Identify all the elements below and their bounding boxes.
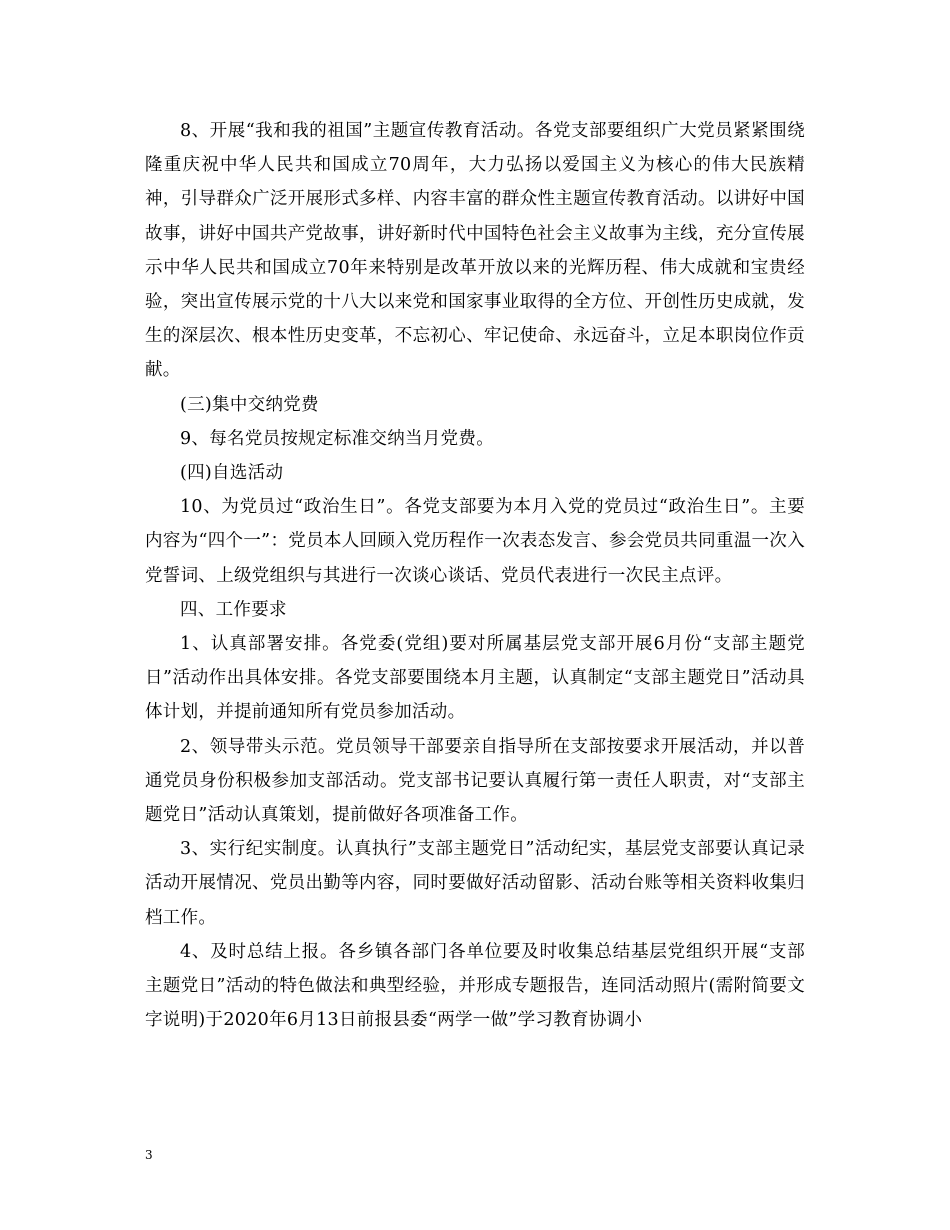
paragraph-item-8: 8、开展“我和我的祖国”主题宣传教育活动。各党支部要组织广大党员紧紧围绕隆重庆祝中华人民共和国成立70周年，大力弘扬以爱国主义为核心的伟大民族精神，引导群众广泛开展形式多样、内容丰富的群众性主题宣传教育活动。以讲好中国故事，讲好中国共产党故事，讲好新时代中国特色社会主义故事为主线，充分宣传展示中华人民共和国成立70年来特别是改革开放以来的光辉历程、伟大成就和宝贵经验，突出宣传展示党的十八大以来党和国家事业取得的全方位、开创性历史成就，发生的深层次、根本性历史变革，不忘初心、牢记使命、永远奋斗，立足本职岗位作贡献。	[145, 121, 805, 381]
page-number: 3	[145, 1148, 153, 1162]
section-heading-work-requirements: 四、工作要求	[180, 599, 287, 620]
paragraph-requirement-3: 3、实行纪实制度。认真执行”支部主题党日”活动纪实，基层党支部要认真记录活动开展情况、党员出勤等内容，同时要做好活动留影、活动台账等相关资料收集归档工作。	[145, 839, 805, 928]
paragraph-item-9: 9、每名党员按规定标准交纳当月党费。	[180, 428, 495, 449]
section-heading-3: (三)集中交纳党费	[180, 394, 319, 415]
section-heading-4: (四)自选活动	[180, 463, 284, 484]
paragraph-requirement-4: 4、及时总结上报。各乡镇各部门各单位要及时收集总结基层党组织开展“支部主题党日”活动的特色做法和典型经验，并形成专题报告，连同活动照片(需附简要文字说明)于2020年6月13日前报县委“两学一做”学习教育协调小	[145, 941, 805, 1031]
paragraph-requirement-2: 2、领导带头示范。党员领导干部要亲自指导所在支部按要求开展活动，并以普通党员身份积极参加支部活动。党支部书记要认真履行第一责任人职责，对“支部主题党日”活动认真策划，提前做好各项准备工作。	[145, 736, 805, 826]
document-body	[145, 114, 805, 1037]
paragraph-requirement-1: 1、认真部署安排。各党委(党组)要对所属基层党支部开展6月份“支部主题党日”活动作出具体安排。各党支部要围绕本月主题，认真制定“支部主题党日”活动具体计划，并提前通知所有党员参加活动。	[145, 634, 805, 723]
paragraph-item-10: 10、为党员过“政治生日”。各党支部要为本月入党的党员过“政治生日”。主要内容为“四个一”：党员本人回顾入党历程作一次表态发言、参会党员共同重温一次入党誓词、上级党组织与其进行一次谈心谈话、党员代表进行一次民主点评。	[145, 497, 805, 586]
